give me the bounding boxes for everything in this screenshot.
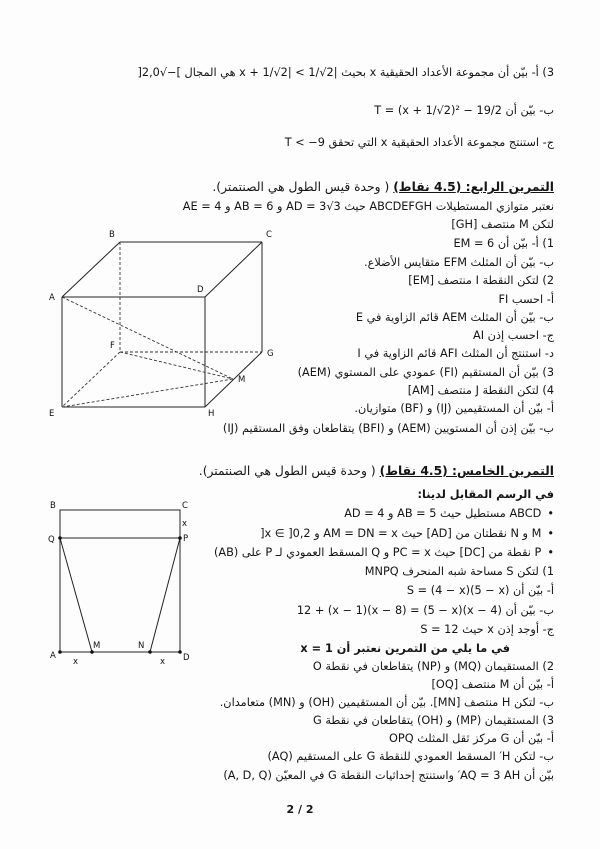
ex5-note: ( وحدة قيس الطول هي الصنتمتر). bbox=[198, 464, 376, 478]
ex5-line-7: ج- أوجد إذن x حيث S = 12 bbox=[420, 623, 554, 636]
segment-PN bbox=[150, 538, 180, 652]
label-M: M bbox=[238, 375, 246, 385]
label-Q: Q bbox=[48, 535, 55, 545]
point-N bbox=[148, 650, 152, 654]
label-H: H bbox=[208, 409, 215, 419]
ex4-line-12: ب- بيّن إذن أن المستويين (AEM) و (BFI) يتقاطعان وفق المستقيم (IJ) bbox=[222, 422, 554, 435]
label-G: G bbox=[267, 349, 274, 359]
ex5-line-8: في ما يلي من التمرين نعتبر أن x = 1 bbox=[300, 642, 510, 655]
hidden-segment-EM bbox=[62, 379, 233, 407]
rectangle-ABCD bbox=[60, 510, 180, 652]
label-N: N bbox=[138, 641, 145, 651]
ex4-line-10: 4) لتكن النقطة J منتصف [AM] bbox=[407, 384, 554, 397]
ex5-line-0: في الرسم المقابل لدينا: bbox=[417, 488, 554, 501]
ex5-line-1: • ABCD مستطيل حيث AB = 5 و AD = 4 bbox=[344, 507, 554, 521]
ex5-line-12: 3) المستقيمان (MP) و (OH) يتقاطعان في نقطة G bbox=[312, 714, 554, 727]
label-C: C bbox=[266, 230, 272, 240]
ex4-line-5: أ- احسب FI bbox=[498, 293, 554, 306]
label-E: E bbox=[49, 409, 55, 419]
ex4-line-1: لتكن M منتصف [GH] bbox=[451, 218, 554, 231]
label-B: B bbox=[50, 501, 56, 511]
point-Q bbox=[58, 536, 62, 540]
ex5-line-9: 2) المستقيمان (MQ) و (NP) يتقاطعان في نقطة O bbox=[312, 660, 554, 673]
label-D: D bbox=[197, 285, 204, 295]
hidden-edge-FE bbox=[62, 352, 120, 407]
label-D: D bbox=[183, 653, 190, 663]
ex5-heading bbox=[199, 464, 554, 478]
ex5-line-4: 1) لتكن S مساحة شبه المنحرف MNPQ bbox=[364, 565, 554, 578]
ex3-line-c: ج- استنتج مجموعة الأعداد الحقيقية x التي تحقق T < −9 bbox=[284, 136, 554, 149]
segment-QM bbox=[60, 538, 92, 652]
edge-GH bbox=[205, 352, 262, 407]
ex4-line-7: ج- احسب إذن AI bbox=[473, 329, 554, 342]
label-A: A bbox=[49, 293, 55, 303]
ex5-line-13: أ- بيّن أن G مركز ثقل المثلث OPQ bbox=[389, 732, 554, 745]
ex5-line-5: أ- بيّن أن S = (4 − x)(5 − x) bbox=[406, 584, 554, 597]
ex4-line-4: 2) لتكن النقطة I منتصف [EM] bbox=[408, 274, 554, 287]
edge-AB bbox=[62, 242, 120, 297]
ex4-line-2: 1) أ- بيّن أن EM = 6 bbox=[453, 237, 554, 250]
label-M: M bbox=[93, 641, 101, 651]
ex4-line-0: نعتبر متوازي المستطيلات ABCDEFGH حيث AD = 3√3 و AB = 6 و AE = 4 bbox=[182, 200, 554, 213]
label-x-ND: x bbox=[160, 657, 166, 667]
ex3-line-a: 3) أ- بيّن أن مجموعة الأعداد الحقيقية x بحيث |x + 1/√2| < 1/√2 هي المجال ]−√2,0[ bbox=[137, 66, 554, 79]
box-figure bbox=[40, 222, 290, 422]
ex4-line-3: ب- بيّن أن المثلث EFM متقايس الأضلاع. bbox=[363, 256, 554, 269]
ex4-line-9: 3) بيّن أن المستقيم (FI) عمودي على المستوي (AEM) bbox=[297, 366, 554, 379]
edge-DC bbox=[205, 242, 262, 297]
point-A bbox=[58, 650, 62, 654]
ex5-line-3: • P نقطة من [DC] حيث PC = x و Q المسقط العمودي لـ P على (AB) bbox=[214, 546, 554, 560]
hidden-segment-FM bbox=[120, 352, 233, 379]
label-x-AM: x bbox=[73, 657, 79, 667]
ex5-line-11: ب- لتكن H منتصف [MN]. بيّن أن المستقيمين (OH) و (MN) متعامدان. bbox=[219, 696, 554, 709]
ex3-line-b: ب- بيّن أن T = (x + 1/√2)² − 19/2 bbox=[374, 104, 554, 117]
label-P: P bbox=[183, 534, 189, 544]
ex4-title: التمرين الرابع: (4.5 نقاط) bbox=[393, 180, 554, 194]
point-D bbox=[178, 650, 182, 654]
label-x-PC: x bbox=[182, 519, 188, 529]
ex5-line-15: بيّن أن AQ = 3 AH′ واستنتج إحداثيات النقطة G في المعيّن (A, D, Q) bbox=[223, 769, 554, 782]
hidden-segment-AM bbox=[62, 297, 233, 379]
ex5-title: التمرين الخامس: (4.5 نقاط) bbox=[379, 464, 554, 478]
point-P bbox=[178, 536, 182, 540]
ex4-line-11: أ- بيّن أن المستقيمين (IJ) و (BF) متوازيان. bbox=[354, 402, 554, 415]
ex5-line-10: أ- بيّن أن M منتصف [OQ] bbox=[431, 678, 554, 691]
ex4-line-8: د- استنتج أن المثلث AFI قائم الزاوية في I bbox=[357, 347, 554, 360]
page-number: 2 / 2 bbox=[286, 803, 314, 816]
rectangle-figure bbox=[38, 494, 208, 674]
label-A: A bbox=[50, 651, 56, 661]
ex4-note: ( وحدة قيس الطول هي الصنتمتر). bbox=[212, 180, 390, 194]
label-B: B bbox=[109, 230, 115, 240]
ex5-line-14: ب- لتكن H′ المسقط العمودي للنقطة G على المستقيم (AQ) bbox=[267, 750, 554, 763]
ex5-line-2: • M و N نقطتان من [AD] حيث AM = DN = x و x ∈ ]0,2[ bbox=[260, 527, 554, 541]
ex5-line-6: ب- بيّن أن (4 − x)(5 − x) = 12 + (x − 1)(x − 8) bbox=[296, 604, 554, 617]
label-C: C bbox=[182, 501, 188, 511]
label-F: F bbox=[110, 341, 115, 351]
ex4-heading bbox=[212, 180, 554, 194]
ex4-line-6: ب- بيّن أن المثلث AEM قائم الزاوية في E bbox=[355, 311, 554, 324]
